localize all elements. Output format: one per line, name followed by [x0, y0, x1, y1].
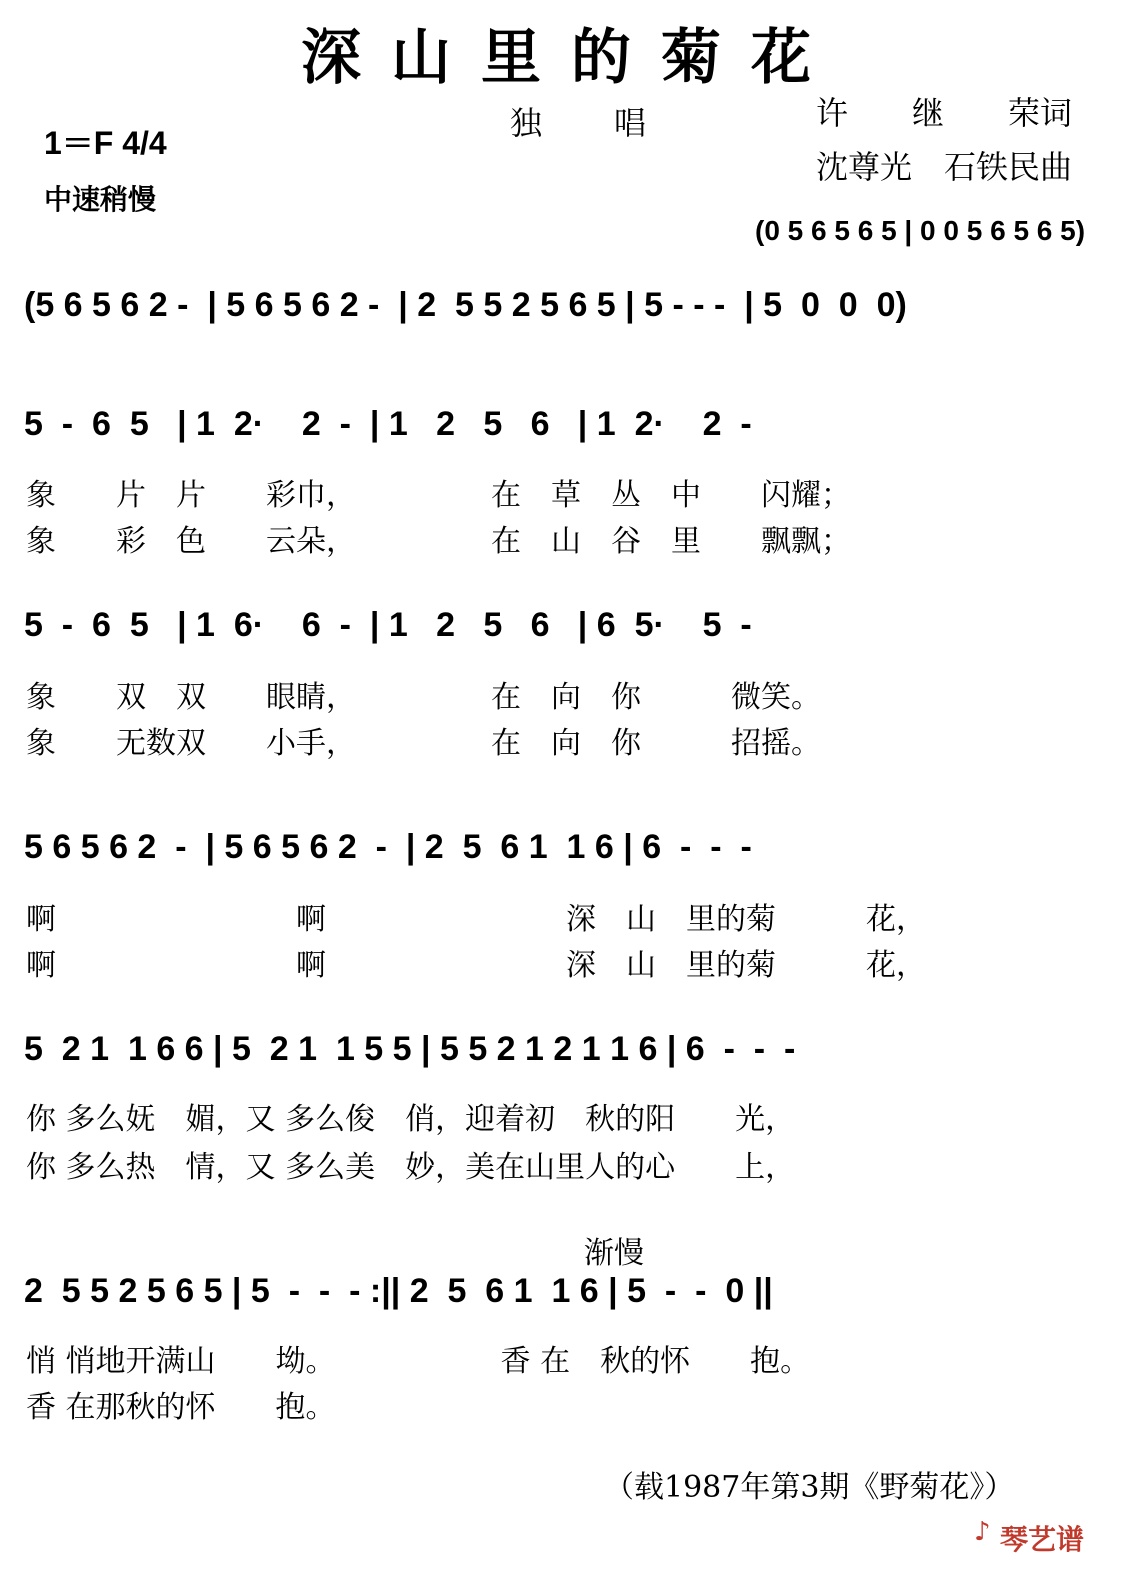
composer-credit: 沈尊光 石铁民曲 [816, 148, 1073, 186]
lyric-verse-1: 象 双 双 眼睛， 在 向 你 微笑。 [26, 680, 821, 715]
tempo-marking: 中速稍慢 [44, 184, 157, 215]
notation-line: 2 5 5 2 5 6 5 | 5 - - - :|| 2 5 6 1 1 6 | 5 - - 0 || [24, 1272, 773, 1310]
score-system-5 [24, 1030, 1119, 1102]
lyric-verse-2: 你 多么热 情，又 多么美 妙，美在山里人的心 上， [26, 1150, 796, 1185]
notation-line: 5 2 1 1 6 6 | 5 2 1 1 5 5 | 5 5 2 1 2 1 1 6 | 6 - - - [24, 1030, 796, 1068]
score-system-2 [24, 405, 1119, 477]
score-system-6 [24, 1272, 1119, 1344]
lyric-verse-2: 象 无数双 小手， 在 向 你 招摇。 [26, 726, 821, 761]
lyricist-credit: 许 继 荣词 [816, 94, 1073, 132]
lyric-verse-1: 啊 啊 深 山 里的菊 花， [26, 902, 926, 937]
lyric-verse-2: 啊 啊 深 山 里的菊 花， [26, 948, 926, 983]
lyric-verse-2: 香 在那秋的怀 抱。 [26, 1390, 336, 1425]
notation-line: 5 - 6 5 | 1 2· 2 - | 1 2 5 6 | 1 2· 2 - [24, 405, 752, 443]
watermark-text: 琴艺谱 [1000, 1524, 1085, 1555]
key-signature: 1＝F 4/4 [44, 125, 167, 161]
lyric-verse-1: 悄 悄地开满山 坳。 香 在 秋的怀 抱。 [26, 1344, 811, 1379]
lyric-verse-1: 象 片 片 彩巾， 在 草 丛 中 闪耀； [26, 478, 851, 513]
lyric-verse-2: 象 彩 色 云朵， 在 山 谷 里 飘飘； [26, 524, 851, 559]
notation-line: (5 6 5 6 2 - | 5 6 5 6 2 - | 2 5 5 2 5 6 5 | 5 - - - | 5 0 0 0) [24, 286, 907, 324]
score-system-3 [24, 606, 1119, 678]
performance-type: 独 唱 [510, 104, 667, 142]
notation-line: 5 - 6 5 | 1 6· 6 - | 1 2 5 6 | 6 5· 5 - [24, 606, 752, 644]
notation-line: 5 6 5 6 2 - | 5 6 5 6 2 - | 2 5 6 1 1 6 | 6 - - - [24, 828, 752, 866]
watermark-logo-icon: ♪ [974, 1517, 991, 1547]
score-system-1 [24, 286, 1119, 358]
lyric-verse-1: 你 多么妩 媚，又 多么俊 俏，迎着初 秋的阳 光， [26, 1102, 796, 1137]
score-system-4 [24, 828, 1119, 900]
song-title: 深山里的菊花 [301, 23, 841, 93]
tempo-change-marking: 渐慢 [584, 1236, 644, 1271]
intro-pickup-notes: (0 5 6 5 6 5 | 0 0 5 6 5 6 5) [755, 215, 1086, 246]
source-citation: （载1987年第3期《野菊花》） [604, 1470, 1015, 1505]
